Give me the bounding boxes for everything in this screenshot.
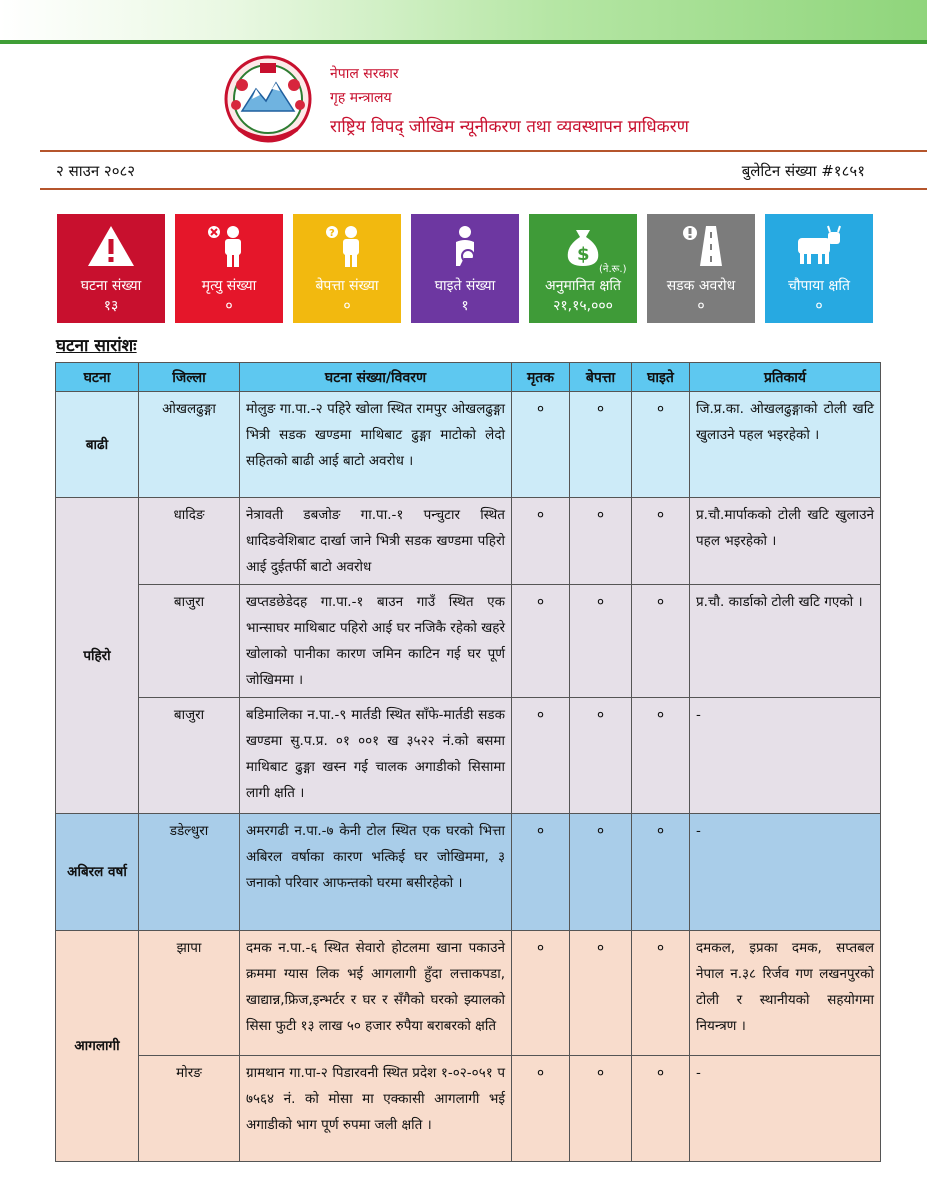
district-cell: डडेल्धुरा xyxy=(139,814,240,931)
district-cell: झापा xyxy=(139,931,240,1056)
header-dead: मृतक xyxy=(512,363,570,392)
table-row xyxy=(56,1056,881,1162)
response-cell: जि.प्र.का. ओखलढुङ्गाको टोली खटि खुलाउने पहल भइरहेको । xyxy=(690,392,881,498)
header-response: प्रतिकार्य xyxy=(690,363,881,392)
dead-cell: ० xyxy=(512,1056,570,1162)
response-cell: प्र.चौ. कार्डाको टोली खटि गएको । xyxy=(690,585,881,698)
stat-label: घाइते संख्या xyxy=(434,278,496,294)
table-header-row xyxy=(56,363,881,392)
table-row xyxy=(56,814,881,931)
divider-bottom xyxy=(40,188,927,190)
description-cell: बडिमालिका न.पा.-९ मार्तडी स्थित साँफे-मार्तडी सडक खण्डमा सु.प.प्र. ०१ ००१ ख ३५२२ नं.को बसमा माथिबाट ढुङ्गा खस्न गई चालक अगाडीको सिसामा लागी क्षति । xyxy=(240,698,512,814)
missing-cell: ० xyxy=(570,814,632,931)
stat-value: ० xyxy=(343,298,351,314)
hazard-cell: आगलागी xyxy=(56,931,139,1162)
district-cell: बाजुरा xyxy=(139,698,240,814)
table-row xyxy=(56,931,881,1056)
stat-card-livestock xyxy=(765,214,873,323)
district-cell: ओखलढुङ्गा xyxy=(139,392,240,498)
stat-label: चौपाया क्षति xyxy=(788,278,850,294)
injured-cell: ० xyxy=(632,698,690,814)
livestock-icon xyxy=(794,224,844,268)
dead-cell: ० xyxy=(512,698,570,814)
damage-unit: (ने.रू.) xyxy=(599,264,627,275)
dead-cell: ० xyxy=(512,585,570,698)
stat-card-damage xyxy=(529,214,637,323)
stat-value: ० xyxy=(815,298,823,314)
dead-cell: ० xyxy=(512,498,570,585)
svg-text:$: $ xyxy=(577,244,590,265)
dead-cell: ० xyxy=(512,814,570,931)
hazard-cell: बाढी xyxy=(56,392,139,498)
response-cell: प्र.चौ.मार्पाकको टोली खटि खुलाउने पहल भइरहेको । xyxy=(690,498,881,585)
injured-cell: ० xyxy=(632,498,690,585)
stat-card-incidents xyxy=(57,214,165,323)
table-row xyxy=(56,392,881,498)
response-cell: - xyxy=(690,814,881,931)
missing-cell: ० xyxy=(570,1056,632,1162)
missing-cell: ० xyxy=(570,698,632,814)
org-government: नेपाल सरकार xyxy=(330,66,399,82)
response-cell: दमकल, इप्रका दमक, सप्तबल नेपाल न.३८ रिर्जव गण लखनपुरको टोली र स्थानीयको सहयोगमा नियन्त्रण । xyxy=(690,931,881,1056)
stat-value: ० xyxy=(697,298,705,314)
death-person-icon xyxy=(204,224,254,268)
missing-cell: ० xyxy=(570,392,632,498)
missing-person-icon xyxy=(322,224,372,268)
header-district: जिल्ला xyxy=(139,363,240,392)
missing-cell: ० xyxy=(570,931,632,1056)
hazard-cell: अबिरल वर्षा xyxy=(56,814,139,931)
table-row xyxy=(56,585,881,698)
bulletin-number: बुलेटिन संख्या #१८५१ xyxy=(741,162,865,180)
org-ministry: गृह मन्त्रालय xyxy=(330,90,392,106)
svg-text:?: ? xyxy=(329,228,335,239)
injured-cell: ० xyxy=(632,931,690,1056)
dead-cell: ० xyxy=(512,392,570,498)
stat-value: ० xyxy=(225,298,233,314)
stat-label: मृत्यु संख्या xyxy=(201,278,257,294)
stat-card-injured xyxy=(411,214,519,323)
header-missing: बेपत्ता xyxy=(570,363,632,392)
bulletin-date: २ साउन २०८२ xyxy=(56,162,136,180)
missing-cell: ० xyxy=(570,585,632,698)
header-hazard: घटना xyxy=(56,363,139,392)
stat-card-missing xyxy=(293,214,401,323)
org-authority: राष्ट्रिय विपद् जोखिम न्यूनीकरण तथा व्यवस्थापन प्राधिकरण xyxy=(330,117,689,137)
injured-person-icon xyxy=(440,224,490,268)
stat-label: बेपत्ता संख्या xyxy=(315,278,379,294)
road-block-icon xyxy=(676,224,726,268)
response-cell: - xyxy=(690,1056,881,1162)
description-cell: दमक न.पा.-६ स्थित सेवारो होटलमा खाना पकाउने क्रममा ग्यास लिक भई आगलागी हुँदा लत्ताकपडा, खाद्यान्न,फ्रिज,इन्भर्टर र घर र सँगैको घरको झ्यालको सिसा फुटी १३ लाख ५० हजार रुपैया बराबरको क्षति xyxy=(240,931,512,1056)
stat-value: १३ xyxy=(103,298,119,314)
header-injured: घाइते xyxy=(632,363,690,392)
description-cell: ग्रामथान गा.पा-२ पिडारवनी स्थित प्रदेश १-०२-०५१ प ७५६४ नं. को मोसा मा एक्कासी आगलागी भई अगाडीको भाग पूर्ण रुपमा जली क्षति । xyxy=(240,1056,512,1162)
district-cell: बाजुरा xyxy=(139,585,240,698)
incident-table xyxy=(55,362,881,1162)
district-cell: धादिङ xyxy=(139,498,240,585)
stat-label: अनुमानित क्षति xyxy=(545,278,621,294)
injured-cell: ० xyxy=(632,392,690,498)
summary-title: घटना सारांशः xyxy=(56,336,137,356)
injured-cell: ० xyxy=(632,585,690,698)
stat-value: १ xyxy=(461,298,469,314)
response-cell: - xyxy=(690,698,881,814)
nepal-emblem-icon xyxy=(222,55,314,143)
top-banner xyxy=(0,0,927,44)
description-cell: नेत्रावती डबजोङ गा.पा.-१ पन्चुटार स्थित धादिङवेशिबाट दार्खा जाने भित्री सडक खण्डमा पहिरो आई दुईतर्फी बाटो अवरोध xyxy=(240,498,512,585)
description-cell: मोलुङ गा.पा.-२ पहिरे खोला स्थित रामपुर ओखलढुङ्गा भित्री सडक खण्डमा माथिबाट ढुङ्गा माटोको लेदो सहितको बाढी आई बाटो अवरोध । xyxy=(240,392,512,498)
stat-label: घटना संख्या xyxy=(80,278,142,294)
table-row xyxy=(56,698,881,814)
table-row xyxy=(56,498,881,585)
stat-card-deaths xyxy=(175,214,283,323)
stat-value: २१,१५,००० xyxy=(553,298,613,314)
warning-icon xyxy=(86,224,136,268)
district-cell: मोरङ xyxy=(139,1056,240,1162)
divider-top xyxy=(40,150,927,152)
stat-card-road-block xyxy=(647,214,755,323)
missing-cell: ० xyxy=(570,498,632,585)
dead-cell: ० xyxy=(512,931,570,1056)
injured-cell: ० xyxy=(632,814,690,931)
injured-cell: ० xyxy=(632,1056,690,1162)
hazard-cell: पहिरो xyxy=(56,498,139,814)
header-description: घटना संख्या/विवरण xyxy=(240,363,512,392)
description-cell: खप्तडछेडेदह गा.पा.-१ बाउन गाउँ स्थित एक भान्साघर माथिबाट पहिरो आई घर नजिकै रहेको खहरे खोलाको पानीका कारण जमिन काटिन गई घर पूर्ण जोखिममा । xyxy=(240,585,512,698)
description-cell: अमरगढी न.पा.-७ केनी टोल स्थित एक घरको भित्ता अबिरल वर्षाका कारण भत्किई घर जोखिममा, ३ जनाको परिवार आफन्तको घरमा बसीरहेको । xyxy=(240,814,512,931)
stat-label: सडक अवरोध xyxy=(666,278,736,294)
